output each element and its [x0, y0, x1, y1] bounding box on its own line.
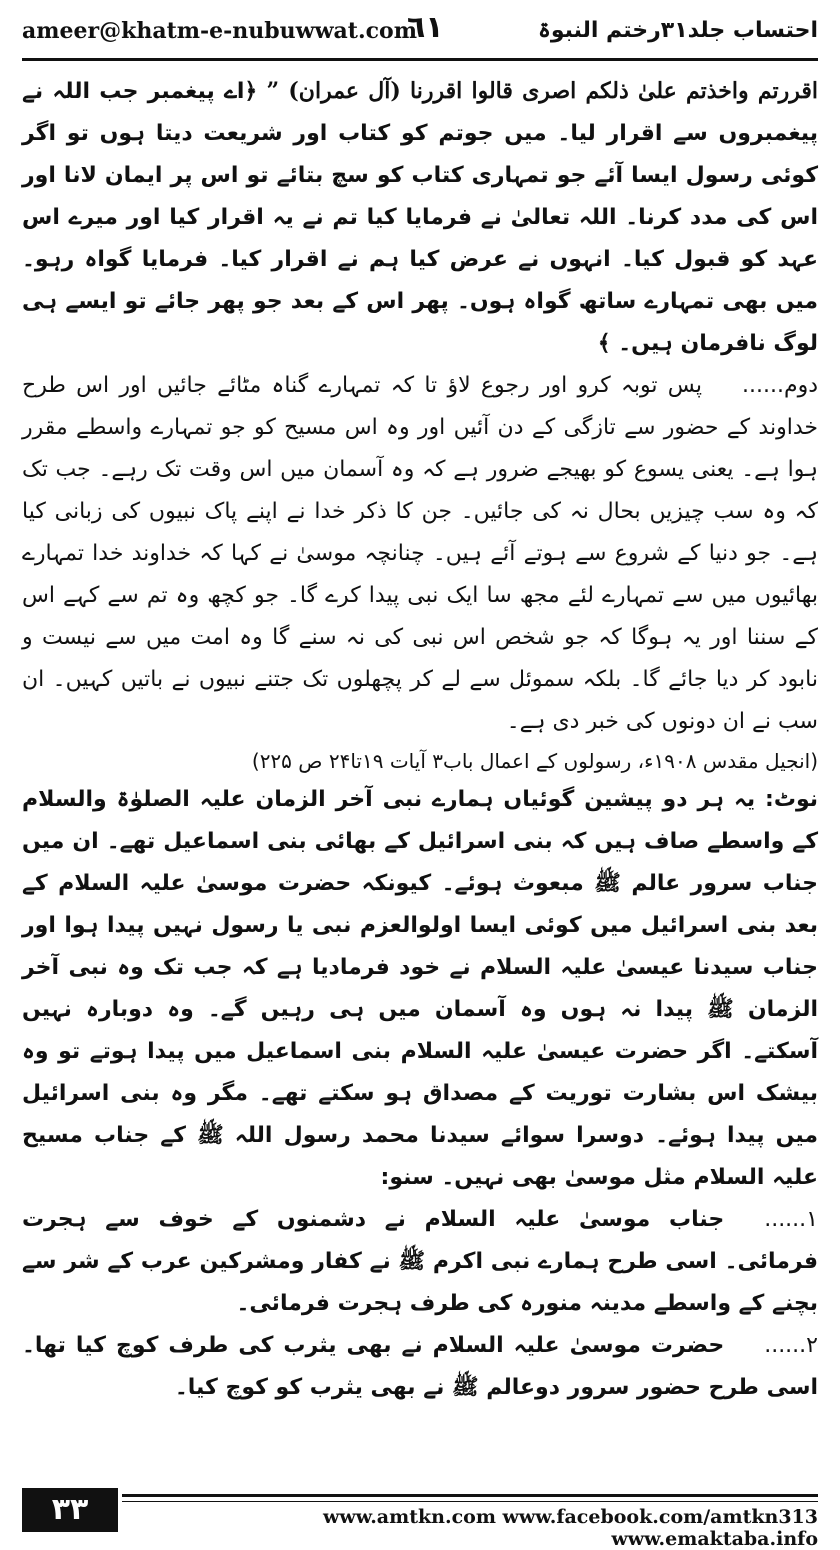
page-header: [22, 10, 818, 54]
ornament-close: ﴾: [597, 331, 611, 356]
page-body: [22, 70, 818, 1452]
page-footer: [22, 1488, 818, 1550]
list-item-2-text: حضرت موسیٰ علیہ السلام نے بھی یثرب کی طرف کوچ کیا تھا۔ اسی طرح حضور سرور دوعالم ﷺ نے بھی یثرب کو کوچ کیا۔: [22, 1333, 818, 1400]
header-book-title: احتساب جلد۳۱رختم النبوۃ: [537, 18, 818, 43]
header-email: ameer@khatm-e-nubuwwat.com: [22, 18, 417, 44]
quran-translation: اے پیغمبر جب اللہ نے پیغمبروں سے اقرار لیا۔ میں جوتم کو کتاب اور شریعت دیتا ہوں تو اگر کوئی رسول ایسا آئے جو تمہاری کتاب کو سچ بتائے تو اس پر ایمان لانا اور اس کی مدد کرنا۔ اللہ تعالیٰ نے فرمایا کیا تم نے یہ اقرار کیا اور میرے اس عہد کو قبول کیا۔ انہوں نے عرض کیا ہم نے اقرار کیا۔ فرمایا گواہ رہو۔ میں بھی تمہارے ساتھ گواہ ہوں۔ پھر اس کے بعد جو پھر جائے تو ایسے ہی لوگ نافرمان ہیں۔: [22, 79, 818, 356]
note-paragraph: نوٹ: یہ ہر دو پیشین گوئیاں ہمارے نبی آخر الزمان علیہ الصلوٰۃ والسلام کے واسطے صاف ہیں کہ بنی اسرائیل کے بھائی بنی اسماعیل تھے۔ ان میں جناب سرور عالم ﷺ مبعوث ہوئے۔ کیونکہ حضرت موسیٰ علیہ السلام کے بعد بنی اسرائیل میں کوئی ایسا اولوالعزم نبی یا رسول نہیں پیدا ہوا اور جناب سیدنا عیسیٰ علیہ السلام نے خود فرمادیا ہے کہ جب تک وہ نبی آخر الزمان ﷺ پیدا نہ ہوں وہ آسمان میں ہی رہیں گے۔ وہ دوبارہ نہیں آسکتے۔ اگر حضرت عیسیٰ علیہ السلام بنی اسماعیل میں پیدا ہوتے تو وہ بیشک اس بشارت توریت کے مصداق ہو سکتے تھے۔ مگر وہ بنی اسرائیل میں پیدا ہوئے۔ دوسرا سوائے سیدنا محمد رسول اللہ ﷺ کے جناب مسیح علیہ السلام مثل موسیٰ بھی نہیں۔ سنو:: [22, 787, 818, 1190]
paragraph-label-dom: دوم......: [741, 373, 818, 398]
list-item-2-number: ۲......: [764, 1333, 818, 1358]
header-rule: [22, 58, 818, 61]
ornament-open: ﴿: [244, 79, 258, 104]
bible-quote-text: پس توبہ کرو اور رجوع لاؤ تا کہ تمہارے گناہ مٹائے جائیں اور اس طرح خداوند کے حضور سے تازگی کے دن آئیں اور وہ اس مسیح کو جو تمہارے واسطے مقرر ہوا ہے۔ یعنی یسوع کو بھیجے ضرور ہے کہ وہ آسمان میں اس وقت تک رہے۔ جب تک کہ وہ سب چیزیں بحال نہ کی جائیں۔ جن کا ذکر خدا نے اپنے پاک نبیوں کی زبانی کیا ہے۔ جو دنیا کے شروع سے ہوتے آئے ہیں۔ چنانچہ موسیٰ نے کہا کہ خداوند خدا تمہارے بھائیوں میں سے تمہارے لئے مجھ سا ایک نبی پیدا کرے گا۔ جو کچھ وہ تم سے کہے اس کے سننا اور یہ ہوگا کہ جو شخص اس نبی کی نہ سنے گا وہ امت میں سے نیست و نابود کر دیا جائے گا۔ بلکہ سموئل سے لے کر پچھلوں تک جتنے نبیوں نے باتیں کہیں۔ ان سب نے ان دونوں کی خبر دی ہے۔: [22, 373, 818, 734]
footer-rule-thick: [122, 1494, 818, 1497]
list-item-1: [22, 1199, 818, 1325]
list-item-2: [22, 1325, 818, 1409]
citation: (انجیل مقدس ۱۹۰۸ء، رسولوں کے اعمال باب۳ آیات ۱۹تا۲۴ ص ۲۲۵): [251, 749, 818, 773]
list-item-1-text: جناب موسیٰ علیہ السلام نے دشمنوں کے خوف سے ہجرت فرمائی۔ اسی طرح ہمارے نبی اکرم ﷺ نے کفار ومشرکین عرب کے شر سے بچنے کے واسطے مدینہ منورہ کی طرف ہجرت فرمائی۔: [22, 1207, 818, 1316]
bible-quote-paragraph: [22, 365, 818, 743]
list-item-1-number: ۱......: [764, 1207, 818, 1232]
quran-verse: اقررتم واخذتم علیٰ ذلکم اصری قالوا اقررنا (آل عمران) ”: [266, 78, 818, 104]
footer-rule-thin: [122, 1501, 818, 1502]
footer-page-number: ۳۳: [22, 1488, 118, 1532]
footer-links: www.amtkn.com www.facebook.com/amtkn313 www.emaktaba.info: [323, 1506, 818, 1550]
header-page-number: ٦١: [407, 10, 444, 45]
quran-paragraph: [22, 70, 818, 365]
